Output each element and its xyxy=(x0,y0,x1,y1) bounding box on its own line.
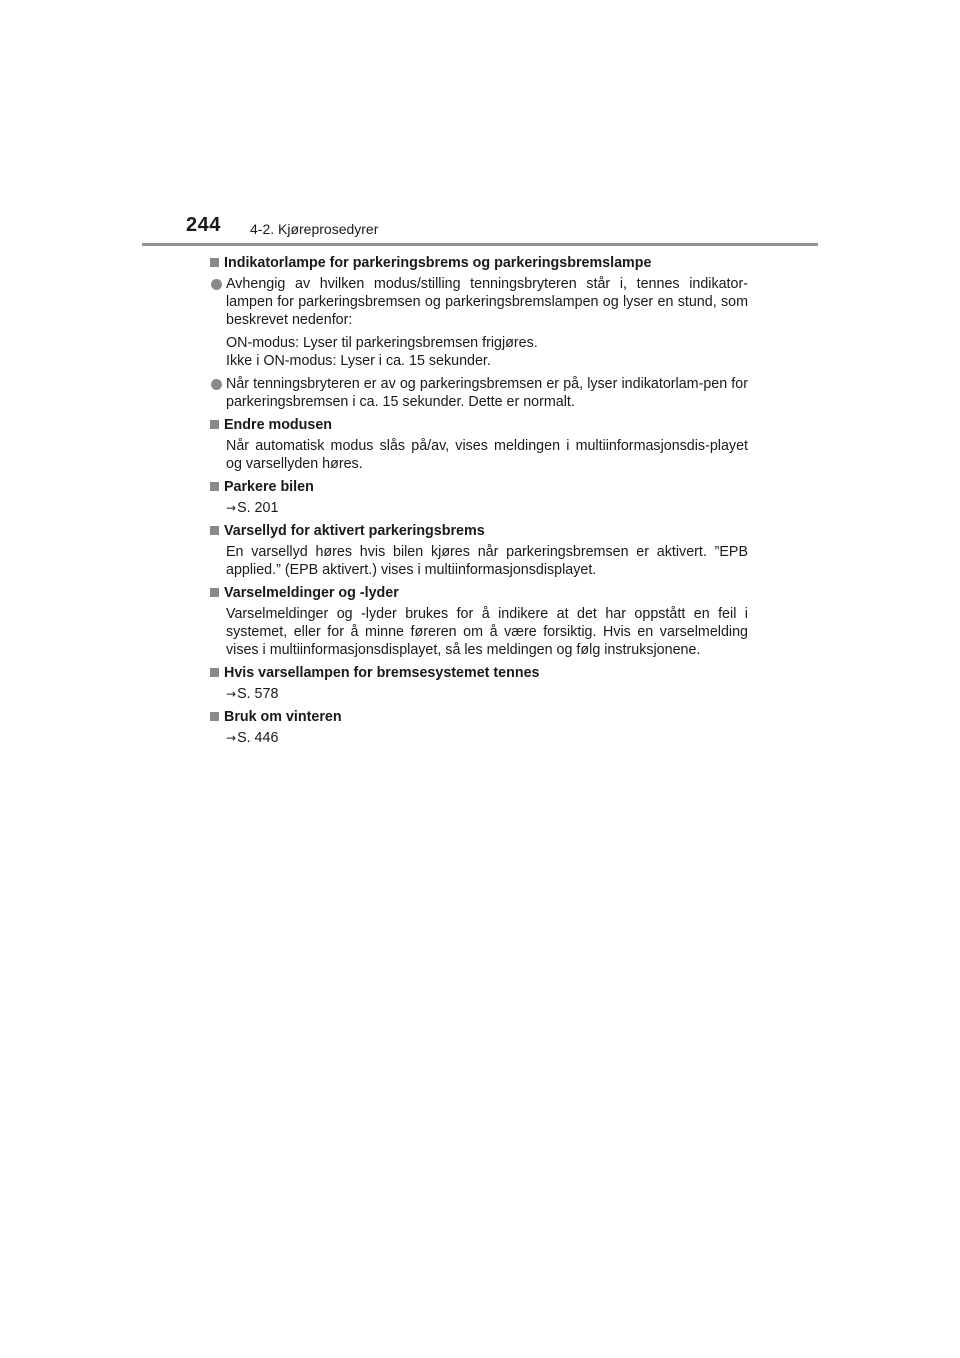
section-heading xyxy=(210,708,748,726)
bullet-text: Avhengig av hvilken modus/stilling tenningsbryteren står i, tennes indikator-lampen for parkeringsbremsen og parkeringsbremslampen og lyser en stund, som beskrevet nedenfor: xyxy=(226,276,748,328)
bullet-item xyxy=(210,275,748,370)
heading-text: Parkere bilen xyxy=(224,479,314,495)
round-bullet-icon xyxy=(211,279,222,290)
heading-text: Varsellyd for aktivert parkeringsbrems xyxy=(224,523,485,539)
heading-text: Bruk om vinteren xyxy=(224,709,342,725)
page-reference[interactable] xyxy=(210,729,748,747)
mode-list xyxy=(226,334,748,370)
paragraph: En varsellyd høres hvis bilen kjøres når parkeringsbremsen er aktivert. ”EPB applied.” (EPB aktivert.) vises i multiinformasjonsdisplayet. xyxy=(226,544,748,578)
square-bullet-icon xyxy=(210,482,219,491)
mode-on-line: ON-modus: Lyser til parkeringsbremsen frigjøres. xyxy=(226,335,538,351)
heading-text: Endre modusen xyxy=(224,417,333,433)
manual-content xyxy=(210,254,748,752)
section-brake-lamp xyxy=(210,664,748,703)
square-bullet-icon xyxy=(210,668,219,677)
paragraph: Varselmeldinger og -lyder brukes for å indikere at det har oppstått en feil i systemet, eller for å minne føreren om å være forsiktig. Hvis en varselmelding vises i multiinformasjonsdisplayet, så les meldingen og følg instruksjonene. xyxy=(226,606,748,658)
section-warning-sound xyxy=(210,522,748,579)
section-heading xyxy=(210,254,748,272)
heading-text: Varselmeldinger og -lyder xyxy=(224,585,399,601)
header-rule xyxy=(142,243,818,246)
page-reference-text: S. 201 xyxy=(237,500,279,516)
section-warning-messages xyxy=(210,584,748,659)
section-park xyxy=(210,478,748,517)
section-change-mode xyxy=(210,416,748,473)
section-heading xyxy=(210,664,748,682)
square-bullet-icon xyxy=(210,258,219,267)
section-winter xyxy=(210,708,748,747)
section-heading xyxy=(210,478,748,496)
page-reference[interactable] xyxy=(210,685,748,703)
bullet-text: Når tenningsbryteren er av og parkeringsbremsen er på, lyser indikatorlam-pen for parkeringsbremsen i ca. 15 sekunder. Dette er normalt. xyxy=(226,376,748,410)
square-bullet-icon xyxy=(210,712,219,721)
page-number: 244 xyxy=(186,214,221,236)
arrow-right-icon: → xyxy=(226,501,237,515)
arrow-right-icon: → xyxy=(226,731,237,745)
page-reference-text: S. 446 xyxy=(237,730,279,746)
paragraph: Når automatisk modus slås på/av, vises meldingen i multiinformasjonsdis-playet og varsellyden høres. xyxy=(226,438,748,472)
mode-not-on-line: Ikke i ON-modus: Lyser i ca. 15 sekunder. xyxy=(226,353,491,369)
section-indicator xyxy=(210,254,748,411)
round-bullet-icon xyxy=(211,379,222,390)
section-title: 4-2. Kjøreprosedyrer xyxy=(250,221,379,237)
section-heading xyxy=(210,522,748,540)
square-bullet-icon xyxy=(210,526,219,535)
section-heading xyxy=(210,416,748,434)
section-heading xyxy=(210,584,748,602)
page-header xyxy=(186,214,820,244)
heading-text: Hvis varsellampen for bremsesystemet tennes xyxy=(224,665,540,681)
page-reference-text: S. 578 xyxy=(237,686,279,702)
square-bullet-icon xyxy=(210,588,219,597)
heading-text: Indikatorlampe for parkeringsbrems og parkeringsbremslampe xyxy=(224,255,652,271)
page-reference[interactable] xyxy=(210,499,748,517)
arrow-right-icon: → xyxy=(226,687,237,701)
square-bullet-icon xyxy=(210,420,219,429)
bullet-item xyxy=(210,375,748,411)
